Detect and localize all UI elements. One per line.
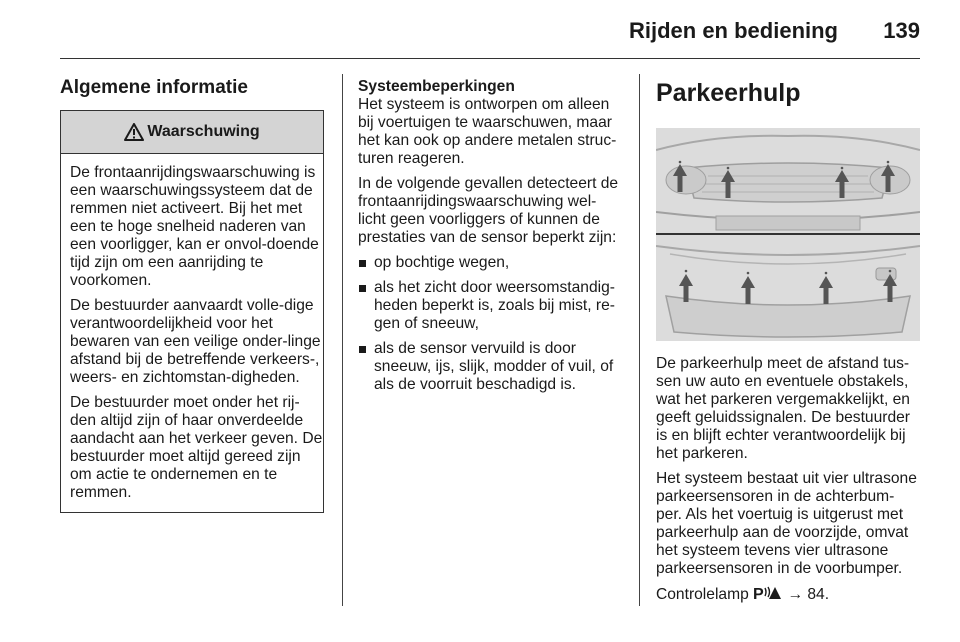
bullet-icon <box>359 346 366 353</box>
subheading: Systeembeperkingen <box>358 78 515 95</box>
list-item <box>358 254 622 272</box>
running-title: Rijden en bediening <box>628 18 838 43</box>
parking-sensor-figure <box>656 128 920 341</box>
column-3 <box>656 78 920 611</box>
svg-text:P: P <box>753 586 764 601</box>
list-item-text: als de sensor vervuild is door sneeuw, ijs, slijk, modder of vuil, of als de voorruit beschadigd is. <box>374 340 614 393</box>
column-divider-1 <box>342 74 343 606</box>
warning-label: Waarschuwing <box>147 123 260 140</box>
bullet-icon <box>359 260 366 267</box>
paragraph: Het systeem bestaat uit vier ultrasone parkeersensoren in de achterbum-per. Als het voertuig is uitgerust met parkeerhulp aan de voorzijde, omvat het systeem tevens vier ultrasone parkeersensoren in de voorbumper. <box>656 470 917 577</box>
column-divider-2 <box>639 74 640 606</box>
warning-paragraph: De bestuurder moet onder het rij-den altijd zijn of haar onverdeelde aandacht aan het verkeer geven. De bestuurder moet altijd gereed zijn om actie te ondernemen en te remmen. <box>70 394 323 501</box>
control-lamp-line <box>656 585 920 604</box>
page-header <box>60 0 920 60</box>
parkeerhulp-text <box>656 355 920 604</box>
paragraph: Het systeem is ontworpen om alleen bij voertuigen te waarschuwen, maar het kan ook op andere metalen struc-turen reageren. <box>358 96 617 167</box>
warning-paragraph: De frontaanrijdingswaarschuwing is een waarschuwingssysteem dat de remmen niet activeert. Bij het met een te hoge snelheid naderen van een voorligger, kan er onvol-doende tijd zijn om een aanrijding te voorkomen. <box>70 164 319 289</box>
list-item <box>358 279 622 333</box>
header-rule <box>60 58 920 59</box>
paragraph: De parkeerhulp meet de afstand tus-sen uw auto en eventuele obstakels, wat het parkeren vergemakkelijkt, en geeft geluidssignalen. De bestuurder is en blijft echter verantwoordelijk bij het parkeren. <box>656 355 910 462</box>
column-2 <box>358 78 622 401</box>
warning-paragraph: De bestuurder aanvaardt volle-dige verantwoordelijkheid voor het bewaren van een veilige onder-linge afstand bij de betreffende verkeers-, weers- en zichtomstan-digheden. <box>70 297 321 386</box>
warning-header <box>61 111 323 154</box>
paragraph: In de volgende gevallen detecteert de frontaanrijdingswaarschuwing wel-licht geen voorliggers of kunnen de prestaties van de sensor beperkt zijn: <box>358 175 619 246</box>
page-number: 139 <box>883 18 920 43</box>
parking-assist-lamp-icon <box>753 585 783 601</box>
list-item-text: op bochtige wegen, <box>374 254 510 271</box>
warning-body <box>61 154 323 512</box>
bullet-list <box>358 254 622 394</box>
bullet-icon <box>359 285 366 292</box>
list-item-text: als het zicht door weersomstandig-heden beperkt is, zoals bij mist, re-gen of sneeuw, <box>374 279 615 332</box>
bumper-illustration <box>656 128 920 341</box>
column-1 <box>60 76 324 513</box>
list-item <box>358 340 622 394</box>
control-lamp-label: Controlelamp <box>656 586 749 603</box>
warning-box <box>60 110 324 513</box>
section-heading: Algemene informatie <box>60 77 248 98</box>
warning-triangle-icon <box>124 123 144 141</box>
page-reference[interactable]: 84. <box>807 586 830 603</box>
page-reference-arrow-icon: → <box>787 586 804 603</box>
section-title: Parkeerhulp <box>656 79 801 107</box>
